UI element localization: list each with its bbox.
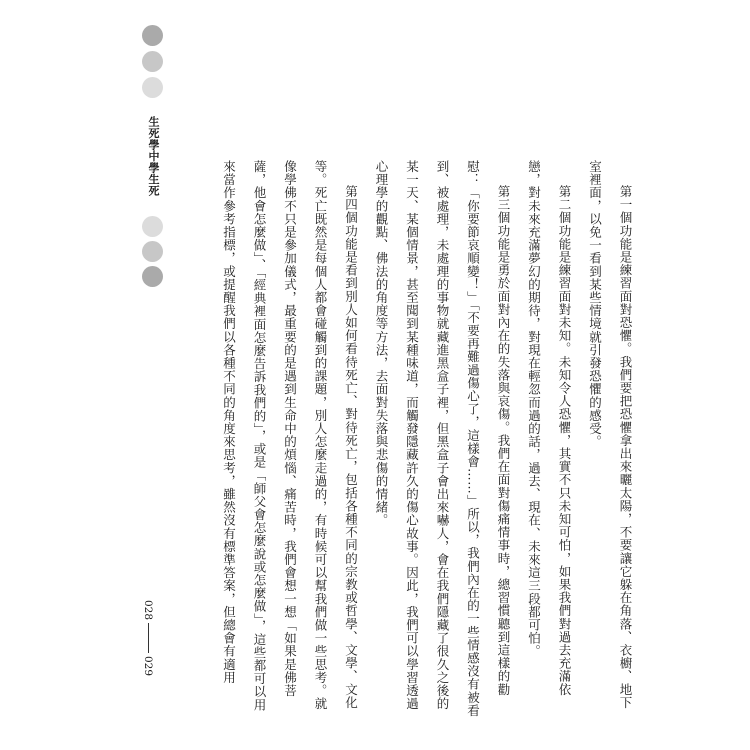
- decorative-circle-top-2: [142, 51, 163, 72]
- page-numbers: [142, 600, 154, 676]
- page-number-divider: [148, 623, 149, 653]
- decorative-circle-top-3: [142, 77, 163, 98]
- paragraph-1: 第一個功能是練習面對恐懼。我們要把恐懼拿出來曬太陽，不要讓它躲在角落、衣櫥、地下室裡面，以免一看到某些情境就引發恐懼的感受。: [587, 160, 633, 709]
- paragraph-2: 第二個功能是練習面對未知。未知令人恐懼，其實不只未知可怕，如果我們對過去充滿依戀，對未來充滿夢幻的期待，對現在輕忽而過的話，過去、現在、未來這三段都可怕。: [526, 160, 572, 696]
- page-number-left: 028: [142, 600, 154, 621]
- decorative-circle-mid-2: [142, 241, 163, 262]
- page-number-right: 029: [142, 656, 154, 677]
- paragraph-3: 第三個功能是勇於面對內在的失落與哀傷。我們在面對傷痛情事時，總習慣聽到這樣的勸慰：「你要節哀順變！」「不要再難過傷心了，這樣會……」所以，我們內在的一些情感沒有被看到、被處理，未處理的事物就藏進黑盒子裡，但黑盒子會出來嚇人，會在我們隱藏了很久之後的某一天、某個情景，甚至聞到某種味道，而觸發隱藏許久的傷心故事。因此，我們可以學習透過心理學的觀點、佛法的角度等方法，去面對失落與悲傷的情緒。: [374, 160, 511, 718]
- decorative-circle-mid-3: [142, 266, 163, 287]
- running-title: 生死學中學生死: [147, 116, 160, 197]
- paragraph-4: 第四個功能是看到別人如何看待死亡、對待死亡，包括各種不同的宗教或哲學、文學、文化等。死亡既然是每個人都會碰觸到的課題，別人怎麼走過的，有時候可以幫我們做一些思考。就像學佛不只是參加儀式，最重要的是遇到生命中的煩惱、痛苦時，我們會想一想「如果是佛菩薩，他會怎麼做」、「經典裡面怎麼告訴我們的」，或是「師父會怎麼說或怎麼做」，這些都可以用來當作參考指標，或提醒我們以各種不同的角度來思考，雖然沒有標準答案，但總會有適用: [221, 160, 359, 712]
- decorative-circle-top-1: [142, 25, 163, 46]
- decorative-circle-mid-1: [142, 216, 163, 237]
- body-text: [210, 160, 640, 720]
